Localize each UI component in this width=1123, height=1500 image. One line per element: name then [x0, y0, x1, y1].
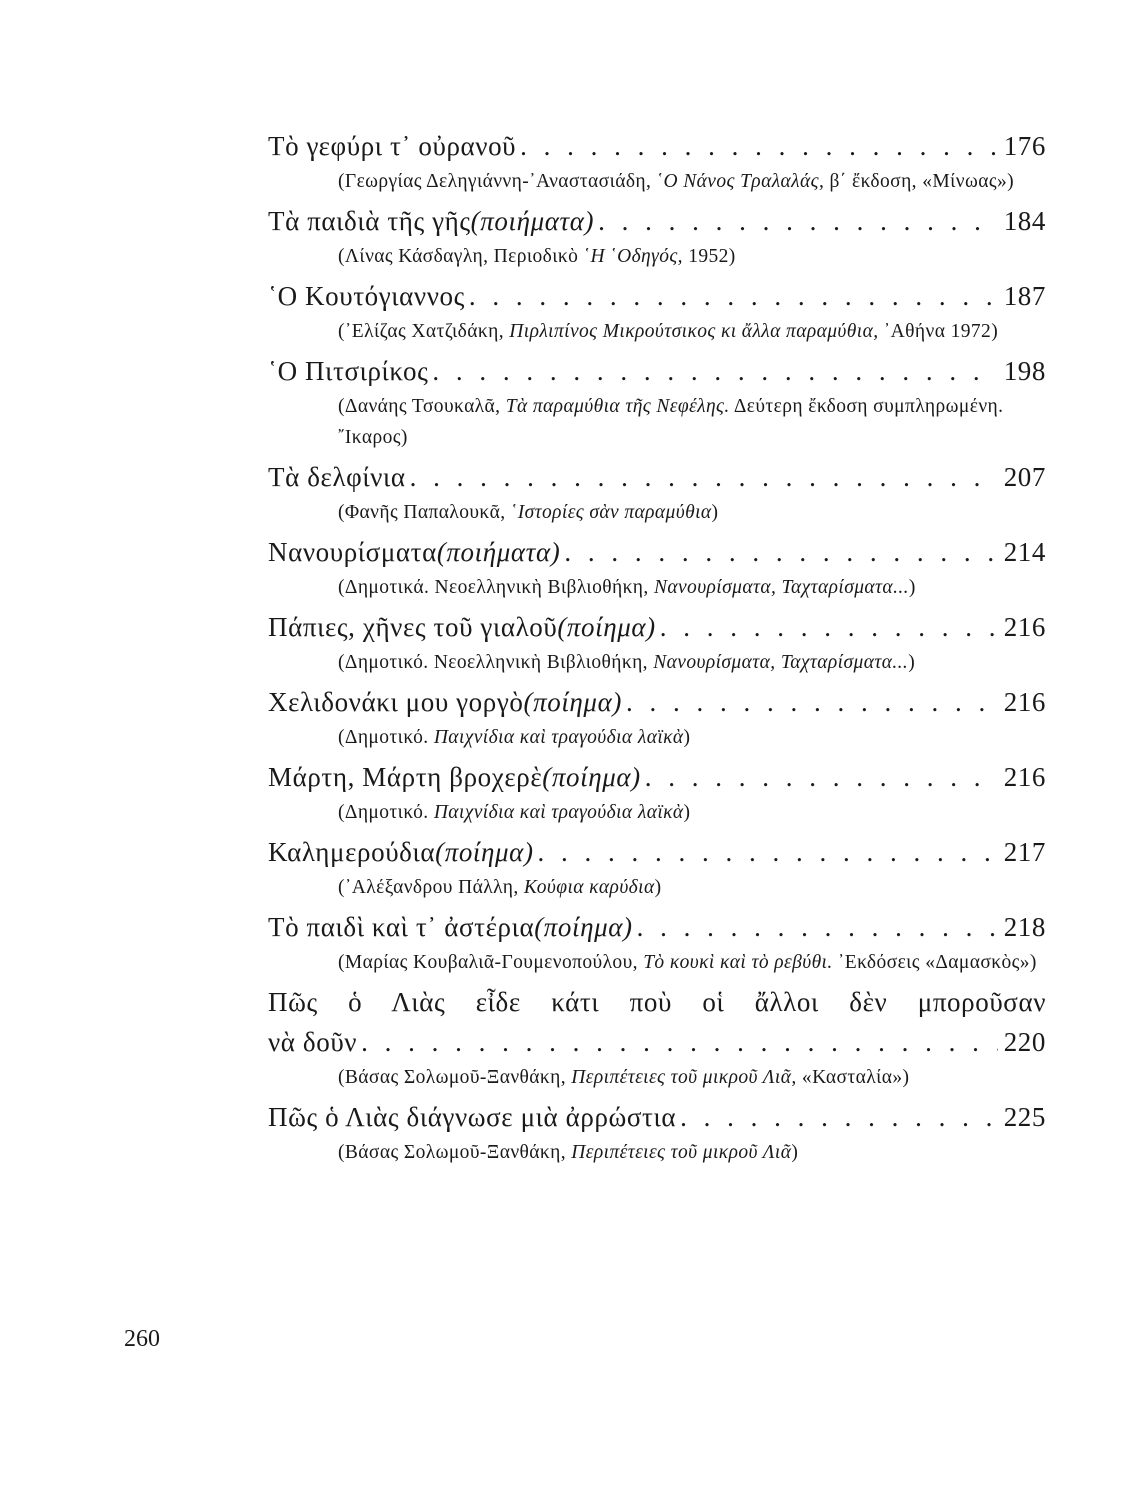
source-text: (Μαρίας Κουβαλιᾶ-Γουμενοπούλου,: [338, 952, 644, 973]
entry-title-genre: (ποίημα): [523, 687, 622, 717]
source-text: (Λίνας Κάσδαγλη, Περιοδικὸ: [338, 246, 584, 267]
source-text: (Φανῆς Παπαλουκᾶ,: [338, 502, 511, 523]
entry-title: Τὸ γεφύρι τ᾽ οὐρανοῦ: [268, 131, 517, 161]
source-text: (᾿Ελίζας Χατζιδάκη,: [338, 321, 510, 342]
dot-leader: [361, 1022, 998, 1062]
source-text: (᾿Αλέξανδρου Πάλλη,: [338, 877, 524, 898]
entry-source: [338, 1137, 1046, 1168]
source-title: Περιπέτειες τοῦ μικροῦ Λιᾶ,: [571, 1067, 797, 1088]
entry-title-genre: (ποίημα): [534, 912, 633, 942]
toc-entry: [268, 907, 1046, 978]
dot-leader: [680, 1097, 998, 1137]
source-text: ): [711, 502, 719, 523]
dot-leader: [660, 607, 998, 647]
toc-entry: [268, 126, 1046, 197]
entry-source: [338, 1062, 1046, 1093]
toc-entry: [268, 532, 1046, 603]
toc-entry: [268, 607, 1046, 678]
dot-leader: [598, 201, 998, 241]
entry-title: νὰ δοῦν: [268, 1027, 358, 1057]
source-text: ): [683, 802, 691, 823]
toc-entry: [268, 757, 1046, 828]
toc-entry: [268, 832, 1046, 903]
dot-leader: [469, 276, 998, 316]
entry-title-first-line: Πῶς ὁ Λιὰς εἶδε κάτι ποὺ οἱ ἄλλοι δὲν μποροῦσαν: [268, 987, 1046, 1017]
source-text: Δεύτερη ἔκδοση συμπληρωμένη. ῎Ικαρος): [338, 396, 1004, 448]
entry-page-number: 220: [1003, 1027, 1046, 1057]
entry-source: [338, 497, 1046, 528]
source-title: Παιχνίδια καὶ τραγούδια λαϊκὰ: [433, 802, 684, 823]
source-text: ): [791, 1142, 799, 1163]
entry-source: [338, 166, 1046, 197]
source-title: Νανουρίσματα, Ταχταρίσματα...: [653, 577, 909, 598]
source-text: ): [908, 577, 916, 598]
entry-page-number: 217: [1003, 837, 1046, 867]
source-title: ῾Ιστορίες σὰν παραμύθια: [510, 502, 712, 523]
source-text: ): [908, 652, 916, 673]
entry-title-genre: (ποιήματα): [436, 537, 561, 567]
entry-page-number: 216: [1003, 612, 1046, 642]
dot-leader: [626, 682, 998, 722]
dot-leader: [520, 126, 998, 166]
toc-entry: [268, 682, 1046, 753]
source-text: «Κασταλία»): [796, 1067, 910, 1088]
entry-page-number: 216: [1003, 762, 1046, 792]
entry-page-number: 176: [1003, 131, 1046, 161]
toc-entry: [268, 982, 1046, 1093]
entry-title-line: [268, 832, 1046, 872]
source-title: Κούφια καρύδια: [523, 877, 655, 898]
entry-page-number: 214: [1003, 537, 1046, 567]
source-title: Τὰ παραμύθια τῆς Νεφέλης.: [505, 396, 730, 417]
entry-source: [338, 647, 1046, 678]
source-title: Τὸ κουκὶ καὶ τὸ ρεβύθι.: [643, 952, 833, 973]
source-text: (Δημοτικά. Νεοελληνικὴ Βιβλιοθήκη,: [338, 577, 654, 598]
entry-page-number: 187: [1003, 281, 1046, 311]
entry-title: Πῶς ὁ Λιὰς διάγνωσε μιὰ ἀρρώστια: [268, 1102, 677, 1132]
entry-title-line: [268, 757, 1046, 797]
entry-source: [338, 947, 1046, 978]
entry-page-number: 207: [1003, 462, 1046, 492]
dot-leader: [564, 532, 997, 572]
dot-leader: [538, 832, 998, 872]
source-title: Νανουρίσματα, Ταχταρίσματα...: [653, 652, 909, 673]
table-of-contents: [268, 126, 1046, 1172]
entry-title: Μάρτη, Μάρτη βροχερὲ: [268, 762, 543, 792]
toc-entry: [268, 351, 1046, 453]
source-text: (Γεωργίας Δεληγιάννη-᾿Αναστασιάδη,: [338, 171, 657, 192]
entry-title-line: [268, 126, 1046, 166]
entry-title: Τὰ παιδιὰ τῆς γῆς: [268, 206, 471, 236]
dot-leader: [432, 351, 997, 391]
source-text: β΄ ἔκδοση, «Μίνωας»): [824, 171, 1014, 192]
entry-title-genre: (ποιήματα): [470, 206, 595, 236]
source-text: ᾿Εκδόσεις «Δαμασκὸς»): [832, 952, 1037, 973]
entry-title-line: [268, 201, 1046, 241]
source-title: ῾Η ῾Οδηγός,: [583, 246, 683, 267]
source-text: (Δημοτικό.: [338, 802, 434, 823]
dot-leader: [410, 457, 998, 497]
source-title: Πιρλιπίνος Μικρούτσικος κι ἄλλα παραμύθια,: [509, 321, 879, 342]
entry-title-genre: (ποίημα): [435, 837, 534, 867]
source-text: ): [654, 877, 662, 898]
source-text: (Βάσας Σολωμοῦ-Ξανθάκη,: [338, 1067, 572, 1088]
entry-title: Τὰ δελφίνια: [268, 462, 406, 492]
entry-title-line: [268, 457, 1046, 497]
dot-leader: [645, 757, 998, 797]
dot-leader: [637, 907, 998, 947]
entry-source: [338, 391, 1046, 453]
entry-title-genre: (ποίημα): [542, 762, 641, 792]
entry-title-line: [268, 1022, 1046, 1062]
entry-page-number: 216: [1003, 687, 1046, 717]
entry-title: Νανουρίσματα: [268, 537, 437, 567]
source-title: ῾Ο Νάνος Τραλαλάς,: [656, 171, 825, 192]
entry-source: [338, 722, 1046, 753]
entry-source: [338, 316, 1046, 347]
source-text: (Δημοτικό. Νεοελληνικὴ Βιβλιοθήκη,: [338, 652, 654, 673]
entry-title: ῾Ο Κουτόγιαννος: [268, 281, 465, 311]
toc-entry: [268, 1097, 1046, 1168]
entry-title: Τὸ παιδὶ καὶ τ᾽ ἀστέρια: [268, 912, 535, 942]
entry-page-number: 184: [1003, 206, 1046, 236]
entry-title: Πάπιες, χῆνες τοῦ γιαλοῦ: [268, 612, 558, 642]
entry-source: [338, 241, 1046, 272]
entry-source: [338, 797, 1046, 828]
entry-page-number: 225: [1003, 1102, 1046, 1132]
toc-entry: [268, 201, 1046, 272]
source-text: (Βάσας Σολωμοῦ-Ξανθάκη,: [338, 1142, 572, 1163]
source-text: ): [683, 727, 691, 748]
entry-title-line: [268, 1097, 1046, 1137]
entry-page-number: 218: [1003, 912, 1046, 942]
entry-page-number: 198: [1003, 356, 1046, 386]
source-text: 1952): [682, 246, 736, 267]
entry-title-line: [268, 351, 1046, 391]
toc-entry: [268, 457, 1046, 528]
entry-title: ῾Ο Πιτσιρίκος: [268, 356, 429, 386]
entry-title-line: [268, 907, 1046, 947]
entry-title: Χελιδονάκι μου γοργὸ: [268, 687, 524, 717]
page-number: 260: [124, 1326, 160, 1352]
entry-title-line: [268, 682, 1046, 722]
entry-title-line: [268, 607, 1046, 647]
source-text: ᾿Αθήνα 1972): [878, 321, 999, 342]
entry-source: [338, 572, 1046, 603]
entry-source: [338, 872, 1046, 903]
source-text: (Δανάης Τσουκαλᾶ,: [338, 396, 506, 417]
source-text: (Δημοτικό.: [338, 727, 434, 748]
entry-title-line: [268, 532, 1046, 572]
entry-title-line: [268, 276, 1046, 316]
toc-entry: [268, 276, 1046, 347]
entry-title-genre: (ποίημα): [557, 612, 656, 642]
entry-title: Καλημερούδια: [268, 837, 436, 867]
source-title: Περιπέτειες τοῦ μικροῦ Λιᾶ: [571, 1142, 792, 1163]
source-title: Παιχνίδια καὶ τραγούδια λαϊκὰ: [433, 727, 684, 748]
